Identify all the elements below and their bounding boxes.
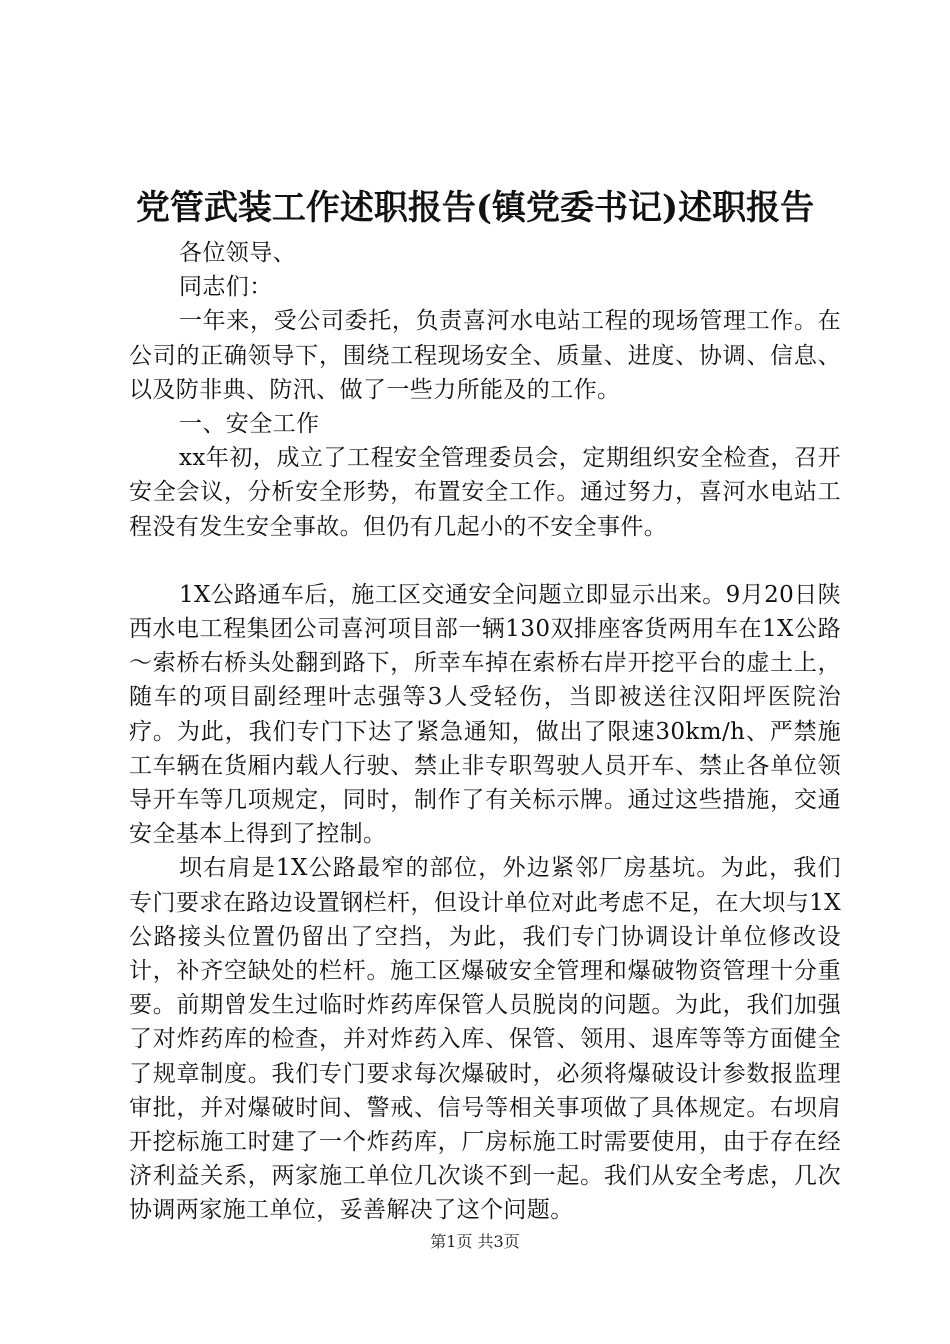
page-number-footer: 第1页 共3页 — [430, 1232, 520, 1251]
traffic-safety-paragraph: 1X公路通车后，施工区交通安全问题立即显示出来。9月20日陕西水电工程集团公司喜河项目部一辆130双排座客货两用车在1X公路～索桥右桥头处翻到路下，所幸车掉在索桥右岸开挖平台的虚土上，随车的项目副经理叶志强等3人受轻伤，当即被送往汉阳坪医院治疗。为此，我们专门下达了紧急通知，做出了限速30km/h、严禁施工车辆在货厢内载人行驶、禁止非专职驾驶人员开车、禁止各单位领导开车等几项规定，同时，制作了有关标示牌。通过这些措施，交通安全基本上得到了控制。 — [129, 581, 841, 848]
blasting-safety-paragraph: 坝右肩是1X公路最窄的部位，外边紧邻厂房基坑。为此，我们专门要求在路边设置钢栏杆，但设计单位对此考虑不足，在大坝与1X公路接头位置仍留出了空挡，为此，我们专门协调设计单位修改设计，补齐空缺处的栏杆。施工区爆破安全管理和爆破物资管理十分重要。前期曾发生过临时炸药库保管人员脱岗的问题。为此，我们加强了对炸药库的检查，并对炸药入库、保管、领用、退库等等方面健全了规章制度。我们专门要求每次爆破时，必须将爆破设计参数报监理审批，并对爆破时间、警戒、信号等相关事项做了具体规定。右坝肩开挖标施工时建了一个炸药库，厂房标施工时需要使用，由于存在经济利益关系，两家施工单位几次谈不到一起。我们从安全考虑，几次协调两家施工单位，妥善解决了这个问题。 — [129, 855, 841, 1224]
section-heading-safety: 一、安全工作 — [179, 411, 320, 438]
safety-overview-paragraph: xx年初，成立了工程安全管理委员会，定期组织安全检查，召开安全会议，分析安全形势，布置安全工作。通过努力，喜河水电站工程没有发生安全事故。但仍有几起小的不安全事件。 — [129, 445, 841, 540]
document-title: 党管武装工作述职报告(镇党委书记)述职报告 — [135, 188, 815, 228]
salutation-leaders: 各位领导、 — [179, 240, 296, 266]
intro-paragraph: 一年来，受公司委托，负责喜河水电站工程的现场管理工作。在公司的正确领导下，围绕工程现场安全、质量、进度、协调、信息、以及防非典、防汛、做了一些力所能及的工作。 — [129, 308, 841, 403]
salutation-comrades: 同志们： — [179, 274, 273, 301]
document-body — [129, 236, 841, 1228]
